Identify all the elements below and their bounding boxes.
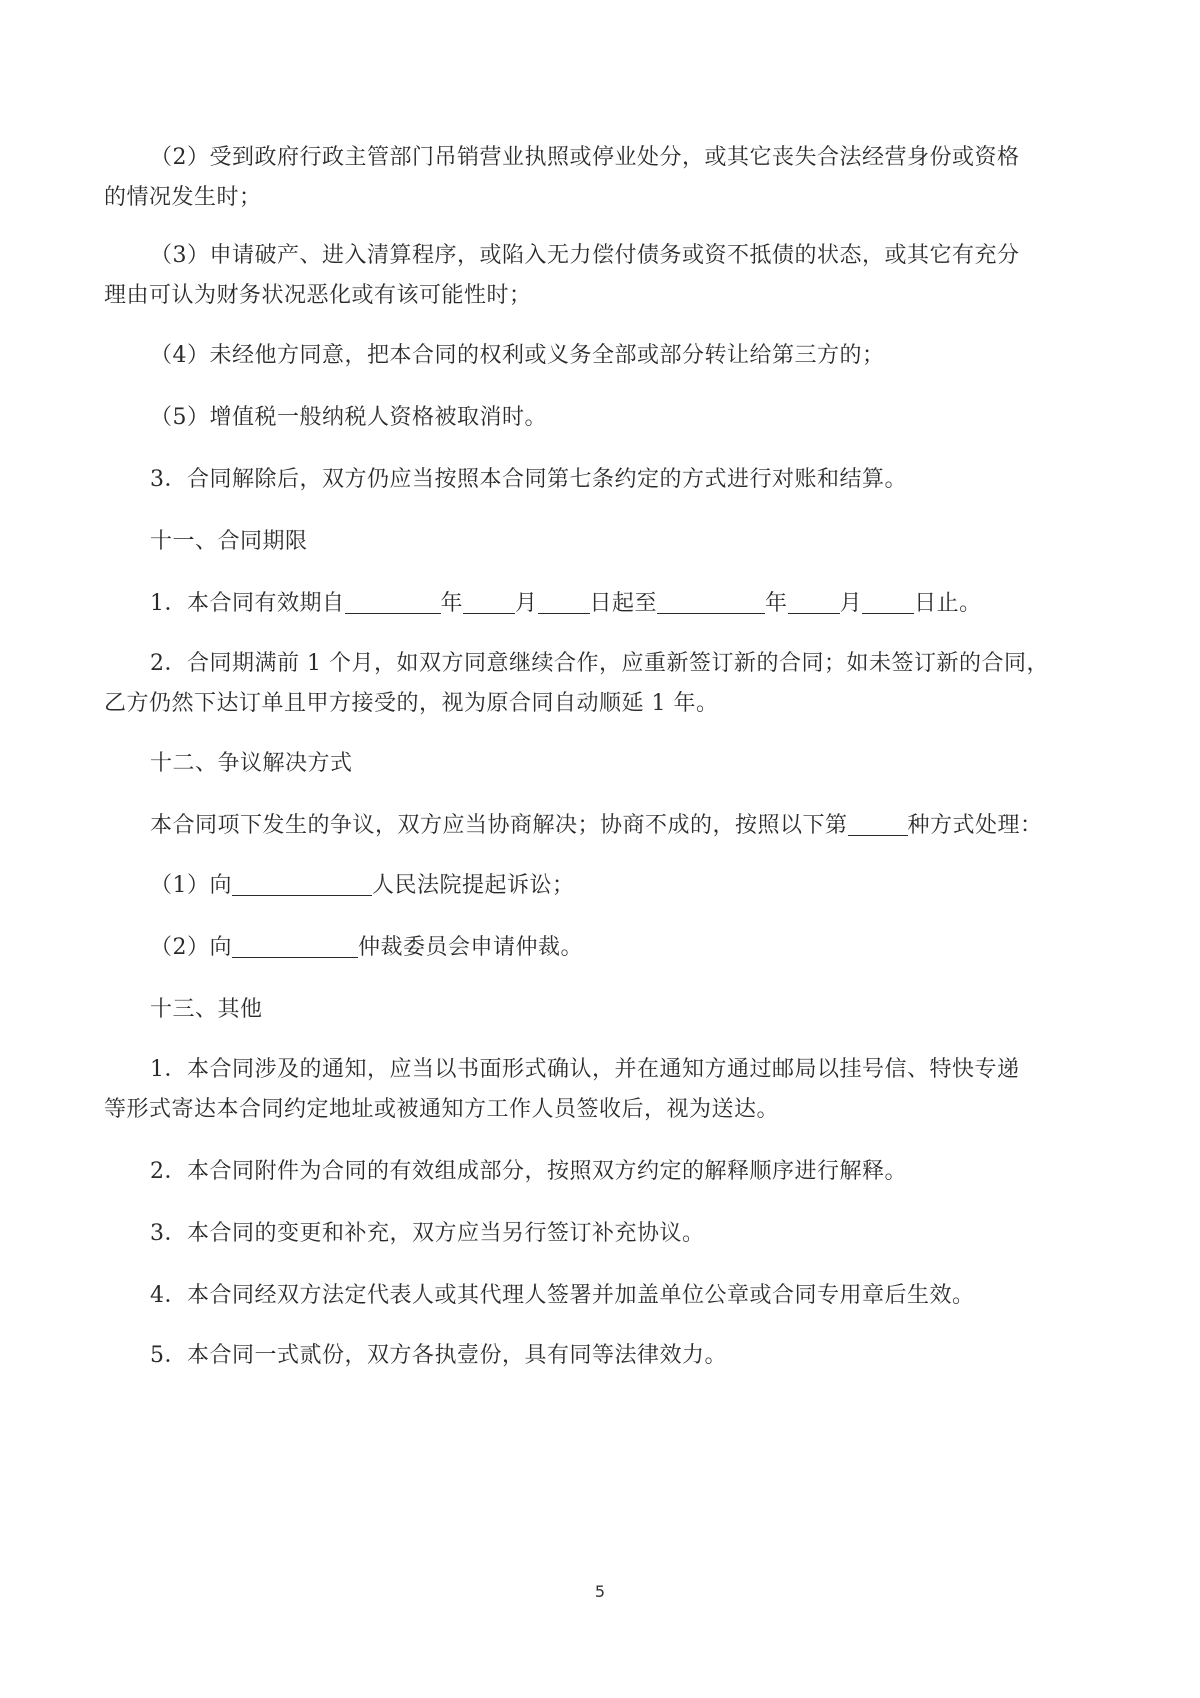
section-heading-dispute-resolution: 十二、争议解决方式 <box>150 751 353 776</box>
section-heading-miscellaneous: 十三、其他 <box>150 997 263 1022</box>
clause-point-3: 3．合同解除后，双方仍应当按照本合同第七条约定的方式进行对账和结算。 <box>150 467 907 492</box>
arbitration-option-suffix: 仲裁委员会申请仲裁。 <box>358 935 584 960</box>
end-month-label: 月 <box>839 591 863 616</box>
clause-item-4: （4）未经他方同意，把本合同的权利或义务全部或部分转让给第三方的； <box>150 343 885 368</box>
end-day-blank <box>862 587 914 614</box>
arbitration-name-blank <box>232 931 358 958</box>
clause-item-5: （5）增值税一般纳税人资格被取消时。 <box>150 405 547 430</box>
misc-point-4: 4．本合同经双方法定代表人或其代理人签署并加盖单位公章或合同专用章后生效。 <box>150 1283 975 1308</box>
start-month-blank <box>463 587 515 614</box>
misc-point-1-line-1: 1．本合同涉及的通知，应当以书面形式确认，并在通知方通过邮局以挂号信、特快专递 <box>150 1057 1020 1082</box>
clause-item-3-line-1: （3）申请破产、进入清算程序，或陷入无力偿付债务或资不抵债的状态，或其它有充分 <box>150 243 1020 268</box>
contract-term-point-2-line-2: 乙方仍然下达订单且甲方接受的，视为原合同自动顺延 1 年。 <box>104 691 719 716</box>
contract-term-point-1 <box>150 584 982 624</box>
start-month-label: 月 <box>515 591 538 616</box>
start-year-label: 年 <box>440 591 464 616</box>
dispute-intro-text: 本合同项下发生的争议，双方应当协商解决；协商不成的，按照以下第 <box>150 813 848 838</box>
term-start-label: 1．本合同有效期自 <box>150 591 345 616</box>
misc-point-1-line-2: 等形式寄达本合同约定地址或被通知方工作人员签收后，视为送达。 <box>104 1097 780 1122</box>
dispute-resolution-intro <box>150 806 1043 846</box>
contract-term-point-2-line-1: 2．合同期满前 1 个月，如双方同意继续合作，应重新签订新的合同；如未签订新的合同， <box>150 651 1049 676</box>
page-number: 5 <box>594 1582 606 1601</box>
section-heading-contract-term: 十一、合同期限 <box>150 529 308 554</box>
court-option-suffix: 人民法院提起诉讼； <box>372 873 575 898</box>
clause-item-2-line-1: （2）受到政府行政主管部门吊销营业执照或停业处分，或其它丧失合法经营身份或资格 <box>150 145 1020 170</box>
dispute-option-blank <box>848 809 908 836</box>
misc-point-5: 5．本合同一式贰份，双方各执壹份，具有同等法律效力。 <box>150 1343 727 1368</box>
misc-point-3: 3．本合同的变更和补充，双方应当另行签订补充协议。 <box>150 1221 705 1246</box>
misc-point-2: 2．本合同附件为合同的有效组成部分，按照双方约定的解释顺序进行解释。 <box>150 1159 907 1184</box>
court-option-prefix: （1）向 <box>150 873 232 898</box>
dispute-intro-suffix: 种方式处理： <box>907 813 1043 838</box>
start-day-label: 日起至 <box>589 591 658 616</box>
dispute-option-arbitration <box>150 928 583 968</box>
court-name-blank <box>232 869 372 896</box>
end-month-blank <box>788 587 840 614</box>
clause-item-2-line-2: 的情况发生时； <box>104 185 262 210</box>
end-day-label: 日止。 <box>914 591 982 616</box>
dispute-option-court <box>150 866 575 906</box>
start-year-blank <box>345 587 441 614</box>
arbitration-option-prefix: （2）向 <box>150 935 232 960</box>
start-day-blank <box>538 587 590 614</box>
end-year-blank <box>657 587 765 614</box>
end-year-label: 年 <box>765 591 788 616</box>
clause-item-3-line-2: 理由可认为财务状况恶化或有该可能性时； <box>104 283 532 308</box>
